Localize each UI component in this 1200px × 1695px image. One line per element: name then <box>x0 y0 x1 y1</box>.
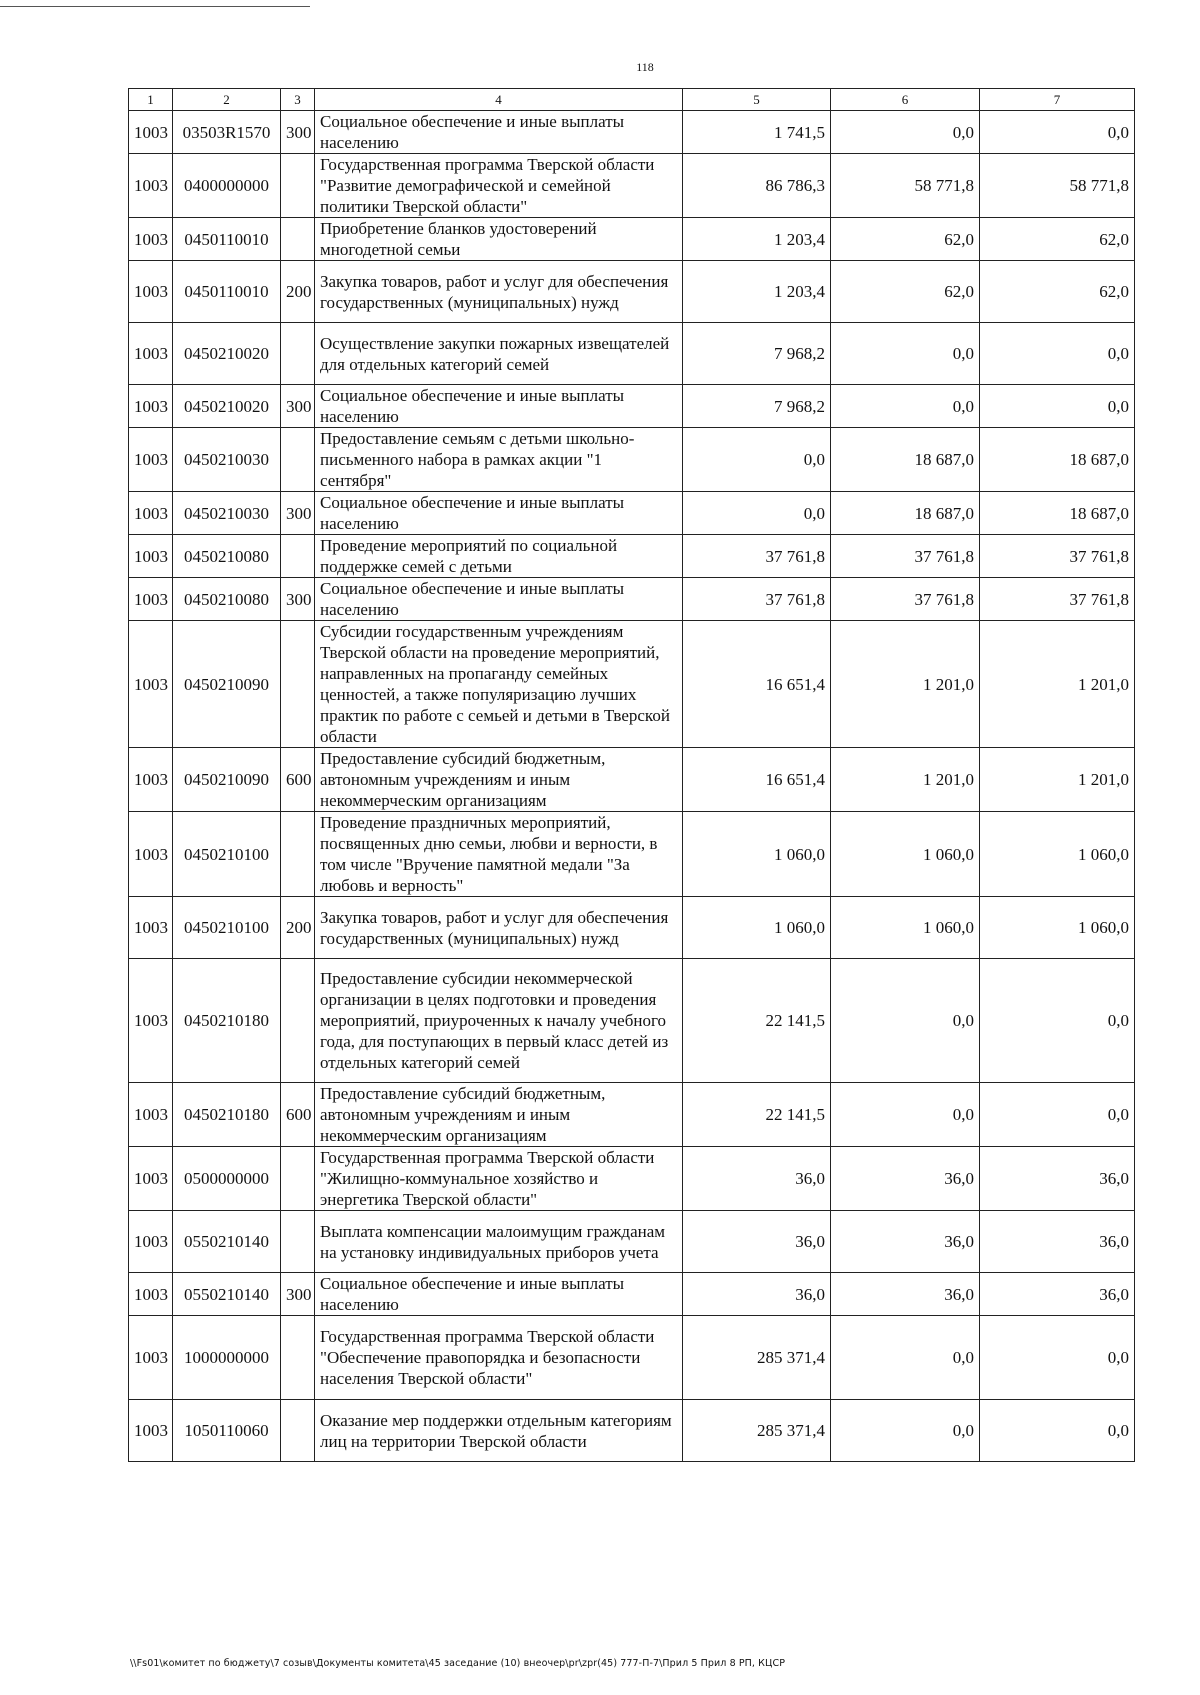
amount-col7: 0,0 <box>980 1400 1135 1462</box>
amount-col6: 1 060,0 <box>831 812 980 897</box>
expense-type-code <box>281 959 315 1083</box>
item-description: Субсидии государственным учреждениям Тверской области на проведение мероприятий, направленных на пропаганду семейных ценностей, а также популяризацию лучших практик по работе с семьей и детьми в Тверской области <box>315 621 683 748</box>
item-description: Закупка товаров, работ и услуг для обеспечения государственных (муниципальных) нужд <box>315 261 683 323</box>
column-header: 3 <box>281 89 315 111</box>
expense-type-code <box>281 428 315 492</box>
amount-col7: 1 060,0 <box>980 812 1135 897</box>
amount-col6: 0,0 <box>831 1400 980 1462</box>
target-article-code: 0450110010 <box>173 261 281 323</box>
amount-col6: 0,0 <box>831 111 980 154</box>
page-number: 118 <box>636 60 654 74</box>
amount-col5: 1 203,4 <box>683 261 831 323</box>
amount-col5: 16 651,4 <box>683 621 831 748</box>
amount-col5: 1 203,4 <box>683 218 831 261</box>
top-rule <box>0 6 310 7</box>
table-row <box>129 1147 1135 1211</box>
expense-type-code: 300 <box>281 385 315 428</box>
section-code: 1003 <box>129 154 173 218</box>
amount-col5: 0,0 <box>683 428 831 492</box>
table-row <box>129 1273 1135 1316</box>
expense-type-code <box>281 1211 315 1273</box>
section-code: 1003 <box>129 897 173 959</box>
target-article-code: 0450210030 <box>173 428 281 492</box>
table-row <box>129 218 1135 261</box>
amount-col6: 37 761,8 <box>831 535 980 578</box>
amount-col5: 22 141,5 <box>683 1083 831 1147</box>
section-code: 1003 <box>129 218 173 261</box>
section-code: 1003 <box>129 578 173 621</box>
section-code: 1003 <box>129 385 173 428</box>
section-code: 1003 <box>129 1316 173 1400</box>
expense-type-code <box>281 535 315 578</box>
section-code: 1003 <box>129 812 173 897</box>
amount-col7: 1 201,0 <box>980 621 1135 748</box>
amount-col7: 0,0 <box>980 385 1135 428</box>
table-row <box>129 111 1135 154</box>
amount-col5: 36,0 <box>683 1273 831 1316</box>
item-description: Социальное обеспечение и иные выплаты населению <box>315 1273 683 1316</box>
amount-col6: 37 761,8 <box>831 578 980 621</box>
amount-col7: 1 060,0 <box>980 897 1135 959</box>
target-article-code: 0450210080 <box>173 535 281 578</box>
item-description: Проведение мероприятий по социальной поддержке семей с детьми <box>315 535 683 578</box>
amount-col6: 36,0 <box>831 1147 980 1211</box>
amount-col5: 16 651,4 <box>683 748 831 812</box>
column-header: 4 <box>315 89 683 111</box>
table-row <box>129 621 1135 748</box>
expense-type-code <box>281 621 315 748</box>
table-row <box>129 261 1135 323</box>
target-article-code: 0450210020 <box>173 385 281 428</box>
item-description: Социальное обеспечение и иные выплаты населению <box>315 111 683 154</box>
amount-col6: 1 201,0 <box>831 748 980 812</box>
amount-col5: 1 060,0 <box>683 897 831 959</box>
expense-type-code <box>281 812 315 897</box>
amount-col6: 0,0 <box>831 959 980 1083</box>
target-article-code: 0450210100 <box>173 897 281 959</box>
amount-col6: 0,0 <box>831 385 980 428</box>
amount-col7: 62,0 <box>980 261 1135 323</box>
amount-col5: 285 371,4 <box>683 1400 831 1462</box>
amount-col7: 36,0 <box>980 1211 1135 1273</box>
item-description: Осуществление закупки пожарных извещателей для отдельных категорий семей <box>315 323 683 385</box>
amount-col7: 36,0 <box>980 1273 1135 1316</box>
amount-col5: 285 371,4 <box>683 1316 831 1400</box>
item-description: Государственная программа Тверской области "Жилищно-коммунальное хозяйство и энергетика Тверской области" <box>315 1147 683 1211</box>
section-code: 1003 <box>129 111 173 154</box>
amount-col6: 1 201,0 <box>831 621 980 748</box>
amount-col7: 18 687,0 <box>980 428 1135 492</box>
table-row <box>129 1083 1135 1147</box>
item-description: Предоставление субсидии некоммерческой организации в целях подготовки и проведения мероприятий, приуроченных к началу учебного года, для поступающих в первый класс детей из отдельных категорий семей <box>315 959 683 1083</box>
budget-table <box>128 88 1135 1462</box>
expense-type-code: 300 <box>281 578 315 621</box>
expense-type-code: 300 <box>281 1273 315 1316</box>
amount-col6: 18 687,0 <box>831 428 980 492</box>
column-header: 6 <box>831 89 980 111</box>
amount-col5: 7 968,2 <box>683 323 831 385</box>
section-code: 1003 <box>129 535 173 578</box>
amount-col7: 1 201,0 <box>980 748 1135 812</box>
amount-col5: 1 060,0 <box>683 812 831 897</box>
expense-type-code: 300 <box>281 492 315 535</box>
amount-col5: 22 141,5 <box>683 959 831 1083</box>
amount-col6: 62,0 <box>831 261 980 323</box>
item-description: Социальное обеспечение и иные выплаты населению <box>315 492 683 535</box>
table-row <box>129 748 1135 812</box>
target-article-code: 0450210180 <box>173 1083 281 1147</box>
target-article-code: 0550210140 <box>173 1211 281 1273</box>
amount-col7: 37 761,8 <box>980 535 1135 578</box>
table-row <box>129 154 1135 218</box>
amount-col5: 36,0 <box>683 1147 831 1211</box>
expense-type-code <box>281 218 315 261</box>
section-code: 1003 <box>129 1211 173 1273</box>
item-description: Проведение праздничных мероприятий, посвященных дню семьи, любви и верности, в том числе "Вручение памятной медали "За любовь и верность" <box>315 812 683 897</box>
expense-type-code <box>281 1400 315 1462</box>
table-row <box>129 1211 1135 1273</box>
table-row <box>129 323 1135 385</box>
amount-col6: 0,0 <box>831 1316 980 1400</box>
target-article-code: 0450210180 <box>173 959 281 1083</box>
expense-type-code <box>281 1316 315 1400</box>
item-description: Социальное обеспечение и иные выплаты населению <box>315 578 683 621</box>
amount-col5: 0,0 <box>683 492 831 535</box>
table-row <box>129 812 1135 897</box>
amount-col6: 1 060,0 <box>831 897 980 959</box>
expense-type-code: 200 <box>281 261 315 323</box>
amount-col5: 37 761,8 <box>683 535 831 578</box>
section-code: 1003 <box>129 1400 173 1462</box>
target-article-code: 0450210080 <box>173 578 281 621</box>
item-description: Оказание мер поддержки отдельным категориям лиц на территории Тверской области <box>315 1400 683 1462</box>
section-code: 1003 <box>129 261 173 323</box>
item-description: Предоставление субсидий бюджетным, автономным учреждениям и иным некоммерческим организациям <box>315 748 683 812</box>
item-description: Государственная программа Тверской области "Обеспечение правопорядка и безопасности населения Тверской области" <box>315 1316 683 1400</box>
table-row <box>129 385 1135 428</box>
amount-col6: 36,0 <box>831 1273 980 1316</box>
amount-col7: 0,0 <box>980 111 1135 154</box>
column-header: 7 <box>980 89 1135 111</box>
amount-col7: 0,0 <box>980 1083 1135 1147</box>
amount-col7: 0,0 <box>980 323 1135 385</box>
amount-col7: 36,0 <box>980 1147 1135 1211</box>
section-code: 1003 <box>129 1273 173 1316</box>
expense-type-code <box>281 154 315 218</box>
expense-type-code: 300 <box>281 111 315 154</box>
item-description: Предоставление семьям с детьми школьно-письменного набора в рамках акции "1 сентября" <box>315 428 683 492</box>
section-code: 1003 <box>129 1147 173 1211</box>
item-description: Закупка товаров, работ и услуг для обеспечения государственных (муниципальных) нужд <box>315 897 683 959</box>
footer-file-path: \\Fs01\комитет по бюджету\7 созыв\Документы комитета\45 заседание (10) внеочер\pr\zpr(45) 777-П-7\Прил 5 Прил 8 РП, КЦСР <box>130 1658 786 1669</box>
target-article-code: 0450210020 <box>173 323 281 385</box>
table-row <box>129 897 1135 959</box>
section-code: 1003 <box>129 492 173 535</box>
amount-col6: 0,0 <box>831 1083 980 1147</box>
table-row <box>129 1400 1135 1462</box>
amount-col5: 36,0 <box>683 1211 831 1273</box>
column-header: 1 <box>129 89 173 111</box>
amount-col5: 7 968,2 <box>683 385 831 428</box>
target-article-code: 1050110060 <box>173 1400 281 1462</box>
table-row <box>129 428 1135 492</box>
target-article-code: 0450110010 <box>173 218 281 261</box>
target-article-code: 0500000000 <box>173 1147 281 1211</box>
target-article-code: 0450210090 <box>173 621 281 748</box>
section-code: 1003 <box>129 323 173 385</box>
amount-col7: 0,0 <box>980 1316 1135 1400</box>
target-article-code: 0450210100 <box>173 812 281 897</box>
section-code: 1003 <box>129 748 173 812</box>
item-description: Социальное обеспечение и иные выплаты населению <box>315 385 683 428</box>
table-row <box>129 535 1135 578</box>
amount-col7: 0,0 <box>980 959 1135 1083</box>
table-row <box>129 1316 1135 1400</box>
amount-col6: 18 687,0 <box>831 492 980 535</box>
amount-col7: 18 687,0 <box>980 492 1135 535</box>
item-description: Предоставление субсидий бюджетным, автономным учреждениям и иным некоммерческим организациям <box>315 1083 683 1147</box>
item-description: Государственная программа Тверской области "Развитие демографической и семейной политики Тверской области" <box>315 154 683 218</box>
table-row <box>129 959 1135 1083</box>
amount-col5: 86 786,3 <box>683 154 831 218</box>
expense-type-code <box>281 323 315 385</box>
expense-type-code: 200 <box>281 897 315 959</box>
target-article-code: 0450210030 <box>173 492 281 535</box>
expense-type-code: 600 <box>281 748 315 812</box>
table-row <box>129 578 1135 621</box>
target-article-code: 0550210140 <box>173 1273 281 1316</box>
column-number-row <box>129 89 1135 111</box>
section-code: 1003 <box>129 959 173 1083</box>
item-description: Выплата компенсации малоимущим гражданам на установку индивидуальных приборов учета <box>315 1211 683 1273</box>
amount-col6: 58 771,8 <box>831 154 980 218</box>
amount-col7: 37 761,8 <box>980 578 1135 621</box>
item-description: Приобретение бланков удостоверений многодетной семьи <box>315 218 683 261</box>
amount-col5: 1 741,5 <box>683 111 831 154</box>
target-article-code: 0450210090 <box>173 748 281 812</box>
expense-type-code: 600 <box>281 1083 315 1147</box>
amount-col6: 62,0 <box>831 218 980 261</box>
expense-type-code <box>281 1147 315 1211</box>
section-code: 1003 <box>129 1083 173 1147</box>
section-code: 1003 <box>129 428 173 492</box>
amount-col6: 36,0 <box>831 1211 980 1273</box>
amount-col7: 62,0 <box>980 218 1135 261</box>
column-header: 5 <box>683 89 831 111</box>
target-article-code: 0400000000 <box>173 154 281 218</box>
target-article-code: 03503R1570 <box>173 111 281 154</box>
amount-col7: 58 771,8 <box>980 154 1135 218</box>
section-code: 1003 <box>129 621 173 748</box>
amount-col5: 37 761,8 <box>683 578 831 621</box>
amount-col6: 0,0 <box>831 323 980 385</box>
table-row <box>129 492 1135 535</box>
target-article-code: 1000000000 <box>173 1316 281 1400</box>
column-header: 2 <box>173 89 281 111</box>
